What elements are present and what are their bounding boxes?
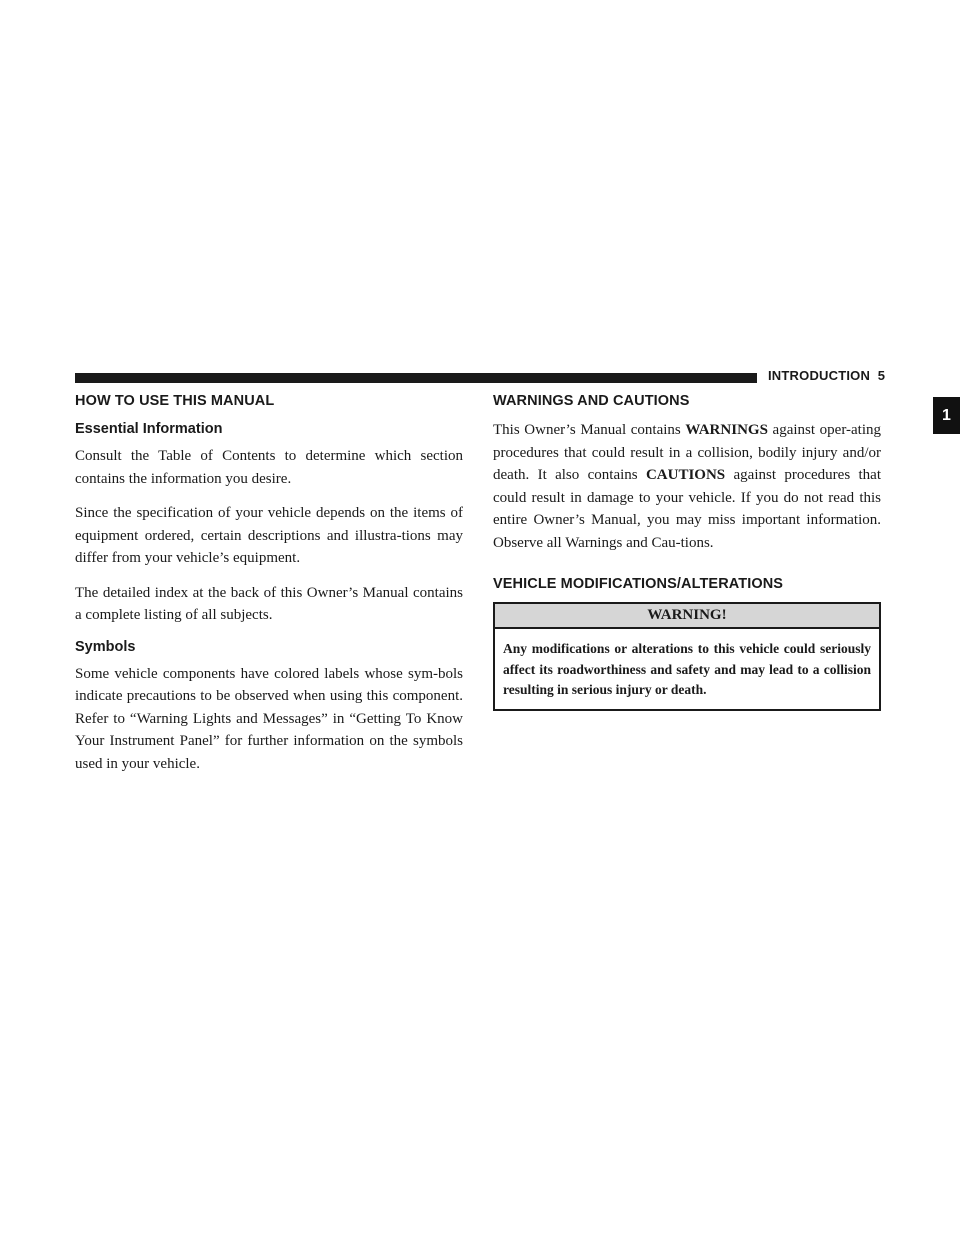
- paragraph-index: The detailed index at the back of this Owner’s Manual contains a complete listing of all subjects.: [75, 584, 463, 623]
- warnings-term: WARNINGS: [685, 422, 768, 438]
- right-column: [493, 393, 881, 711]
- warning-title: WARNING!: [495, 604, 879, 629]
- heading-symbols: Symbols: [75, 638, 136, 655]
- text-run: against oper-ating procedures that could result in a collision, bodily injury and/or death. It also contains: [493, 422, 881, 483]
- chapter-tab[interactable]: 1: [933, 397, 960, 434]
- paragraph-consult: Consult the Table of Contents to determine which section contains the information you desire.: [75, 448, 463, 487]
- heading-essential-information: Essential Information: [75, 421, 223, 437]
- left-column: [75, 393, 463, 787]
- running-header: [768, 368, 885, 383]
- warning-body: Any modifications or alterations to this vehicle could seriously affect its roadworthiness and safety and may lead to a collision resulting in serious injury or death.: [503, 641, 871, 697]
- paragraph-warnings: [493, 419, 881, 554]
- text-run: against procedures that could result in damage to your vehicle. If you do not read this entire Owner’s Manual, you may miss important information. Observe all Warnings and Cau-tions.: [493, 467, 882, 551]
- paragraph-specification: Since the specification of your vehicle depends on the items of equipment ordered, certain descriptions and illustra-tions may differ from your vehicle’s equipment.: [75, 505, 463, 566]
- heading-vehicle-modifications: VEHICLE MODIFICATIONS/ALTERATIONS: [493, 576, 784, 592]
- heading-warnings-cautions: WARNINGS AND CAUTIONS: [493, 393, 690, 409]
- section-name: INTRODUCTION: [768, 368, 871, 383]
- warning-box: [493, 602, 881, 711]
- cautions-term: CAUTIONS: [645, 467, 726, 483]
- paragraph-symbols: Some vehicle components have colored labels whose sym-bols indicate precautions to be observed when using this component. Refer to “Warning Lights and Messages” in “Getting To Know Your Instrument Panel” for further information on the symbols used in your vehicle.: [75, 665, 463, 772]
- header-rule: [75, 373, 757, 383]
- page-number: 5: [877, 368, 886, 383]
- text-run: This Owner’s Manual contains: [493, 422, 686, 438]
- heading-how-to-use: HOW TO USE THIS MANUAL: [75, 393, 275, 409]
